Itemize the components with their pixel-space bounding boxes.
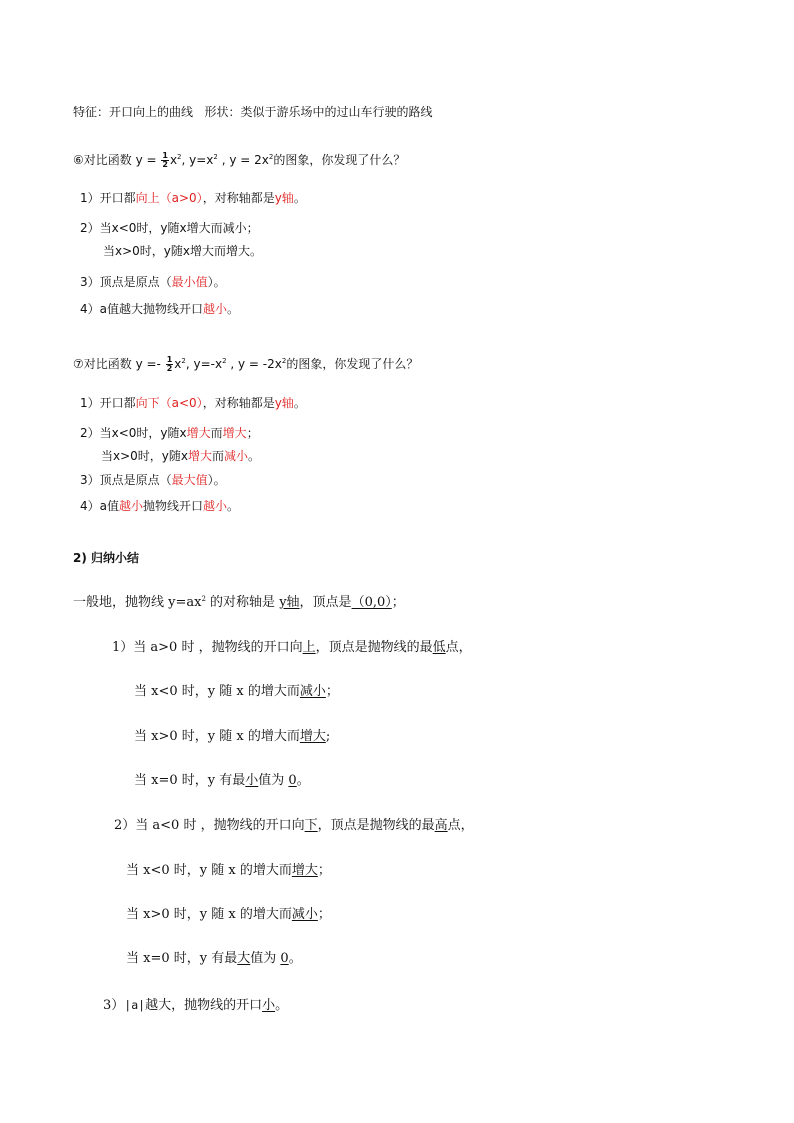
s6-l1-red2: y轴 <box>274 191 294 205</box>
c1-l3-c: 。 <box>296 773 310 788</box>
case2-line3 <box>126 951 302 967</box>
c2-l2-b: ； <box>317 907 331 922</box>
c1-l3-b: 值为 <box>258 773 289 788</box>
sq: 2 <box>268 153 274 161</box>
s7-l4-red: 越小 <box>119 499 144 513</box>
section7-line2 <box>80 425 259 441</box>
section7-line2b <box>101 448 260 464</box>
case1-line1 <box>134 684 339 700</box>
case2-line2 <box>126 907 331 923</box>
c1-l2-b: ; <box>325 729 331 744</box>
section7-title-a: ⑦对比函数 y =- <box>73 357 165 371</box>
s6-l4-red: 越小 <box>203 302 228 316</box>
section6-line1 <box>80 190 306 206</box>
section6-title-c: , y=x <box>181 153 214 167</box>
c2-l3-u2: 0 <box>280 951 289 966</box>
c1-l1-u: 减小 <box>299 684 326 699</box>
frac-num: 1 <box>166 355 173 364</box>
section6-line4 <box>80 301 239 317</box>
s7-l3-b: ）。 <box>207 473 226 487</box>
c1-l1-a: 当 x<0 时，y 随 x 的增大而 <box>134 684 300 699</box>
c3-c: 。 <box>275 998 289 1013</box>
c3-b: 越大，抛物线的开口 <box>145 998 263 1013</box>
c2-l1-u: 增大 <box>291 863 318 878</box>
c2-l3-c: 。 <box>288 951 302 966</box>
s7-l2b-c: 。 <box>248 449 261 463</box>
s7-l1-c: 。 <box>293 396 306 410</box>
c2-c: 点， <box>447 818 474 833</box>
case1-line2 <box>134 729 330 745</box>
s7-l3-red: 最大值 <box>171 473 208 487</box>
section7-title <box>73 356 418 373</box>
section7-line3 <box>80 472 226 488</box>
fraction-half <box>166 356 174 373</box>
s7-l2b-red: 增大 <box>188 449 213 463</box>
intro-b: 的对称轴是 <box>205 595 280 610</box>
sq: 2 <box>281 357 287 365</box>
feature-text: 开口向上的曲线 <box>109 105 194 119</box>
shape-label: 形状： <box>204 105 241 119</box>
s6-l1-red: 向上（a>0） <box>135 191 203 205</box>
c2-l2-a: 当 x>0 时，y 随 x 的增大而 <box>126 907 292 922</box>
c2-l2-u: 减小 <box>291 907 318 922</box>
summary-heading: 2) 归纳小结 <box>73 551 140 565</box>
s6-l1-c: 。 <box>293 191 306 205</box>
s6-l1-a: 1）开口都 <box>80 191 136 205</box>
sq: 2 <box>177 153 182 161</box>
c2-l3-b: 值为 <box>250 951 281 966</box>
s7-l1-a: 1）开口都 <box>80 396 136 410</box>
section6-title-e: 的图象，你发现了什么？ <box>273 153 406 167</box>
fraction-half <box>161 152 169 169</box>
c1-u2: 低 <box>432 640 446 655</box>
frac-den: 2 <box>162 160 168 169</box>
case3-line <box>103 997 288 1014</box>
s7-l1-red2: y轴 <box>274 396 294 410</box>
c3-u: 小 <box>262 998 276 1013</box>
s6-l3-b: ）。 <box>207 275 226 289</box>
c2-u: 下 <box>304 818 318 833</box>
section7-title-c: , y=-x <box>185 357 223 371</box>
c2-l3-u: 大 <box>237 951 251 966</box>
c3-a: 3） <box>103 998 125 1013</box>
case1-line3 <box>134 773 310 789</box>
c2-b: ，顶点是抛物线的最 <box>317 818 435 833</box>
s7-l4-c: 。 <box>227 499 240 513</box>
c1-l3-a: 当 x=0 时，y 有最 <box>134 773 246 788</box>
s7-l2b-b: 而 <box>212 449 225 463</box>
section7-title-b: x <box>174 357 182 371</box>
abs-a: |a| <box>124 998 146 1012</box>
s7-l4-red2: 越小 <box>203 499 228 513</box>
s6-l1-b: ，对称轴都是 <box>202 191 275 205</box>
c1-c: 点， <box>445 640 472 655</box>
s6-l3-red: 最小值 <box>171 275 208 289</box>
section7-title-d: , y = -2x <box>226 357 282 371</box>
sq: 2 <box>213 153 218 161</box>
section6-title-b: x <box>169 153 178 167</box>
frac-den: 2 <box>166 364 173 373</box>
s7-l2b-a: 当x>0时，y随x <box>101 449 188 463</box>
s6-l4-b: 。 <box>227 302 240 316</box>
intro-sq: 2 <box>201 595 206 603</box>
intro-u2: （0,0） <box>351 595 392 610</box>
sq: 2 <box>222 357 227 365</box>
s7-l2-a: 2）当x<0时，y随x <box>80 426 187 440</box>
c1-l3-u2: 0 <box>288 773 297 788</box>
s7-l4-a: 4）a值 <box>80 499 119 513</box>
intro-c: ，顶点是 <box>299 595 352 610</box>
case2-title <box>114 818 474 834</box>
s7-l1-b: ，对称轴都是 <box>202 396 275 410</box>
section6-line3 <box>80 274 226 290</box>
case2-line1 <box>126 863 331 879</box>
s7-l2-red2: 增大 <box>222 426 247 440</box>
c2-u2: 高 <box>434 818 448 833</box>
s7-l2-c: ； <box>246 426 259 440</box>
section6-title-d: , y = 2x <box>217 153 269 167</box>
shape-text: 类似于游乐场中的过山车行驶的路线 <box>240 105 433 119</box>
s7-l4-b: 抛物线开口 <box>143 499 204 513</box>
c1-a: 1）当 a>0 时 ，抛物线的开口向 <box>112 640 303 655</box>
s7-l2b-red2: 减小 <box>224 449 249 463</box>
frac-num: 1 <box>162 151 168 160</box>
intro-d: ； <box>391 595 405 610</box>
s6-l3-a: 3）顶点是原点（ <box>80 275 172 289</box>
intro-a: 一般地，抛物线 y=ax <box>73 595 202 610</box>
section6-line2: 2）当x<0时，y随x增大而减小； <box>80 221 259 235</box>
s7-l1-red: 向下（a<0） <box>135 396 203 410</box>
s7-l2-red: 增大 <box>186 426 211 440</box>
s7-l2-b: 而 <box>210 426 223 440</box>
sq: 2 <box>181 357 186 365</box>
section6-line2b: 当x>0时，y随x增大而增大。 <box>103 244 262 258</box>
section7-line1 <box>80 395 306 411</box>
section7-line4 <box>80 498 239 514</box>
case1-title <box>112 640 472 656</box>
c1-l1-b: ； <box>325 684 339 699</box>
c2-l1-a: 当 x<0 时，y 随 x 的增大而 <box>126 863 292 878</box>
c1-b: ，顶点是抛物线的最 <box>315 640 433 655</box>
c1-l2-a: 当 x>0 时，y 随 x 的增大而 <box>134 729 300 744</box>
c2-l1-b: ； <box>317 863 331 878</box>
c1-u: 上 <box>302 640 316 655</box>
c2-a: 2）当 a<0 时 ，抛物线的开口向 <box>114 818 305 833</box>
c1-l3-u: 小 <box>245 773 259 788</box>
summary-intro <box>73 595 405 611</box>
section7-title-e: 的图象，你发现了什么？ <box>286 357 419 371</box>
section6-title-a: ⑥对比函数 y = <box>73 153 161 167</box>
section6-title <box>73 152 405 169</box>
c2-l3-a: 当 x=0 时，y 有最 <box>126 951 238 966</box>
s7-l3-a: 3）顶点是原点（ <box>80 473 172 487</box>
intro-u1: y轴 <box>279 595 300 610</box>
c1-l2-u: 增大 <box>299 729 326 744</box>
s6-l4-a: 4）a值越大抛物线开口 <box>80 302 203 316</box>
feature-line <box>73 104 433 120</box>
feature-label: 特征： <box>73 105 110 119</box>
